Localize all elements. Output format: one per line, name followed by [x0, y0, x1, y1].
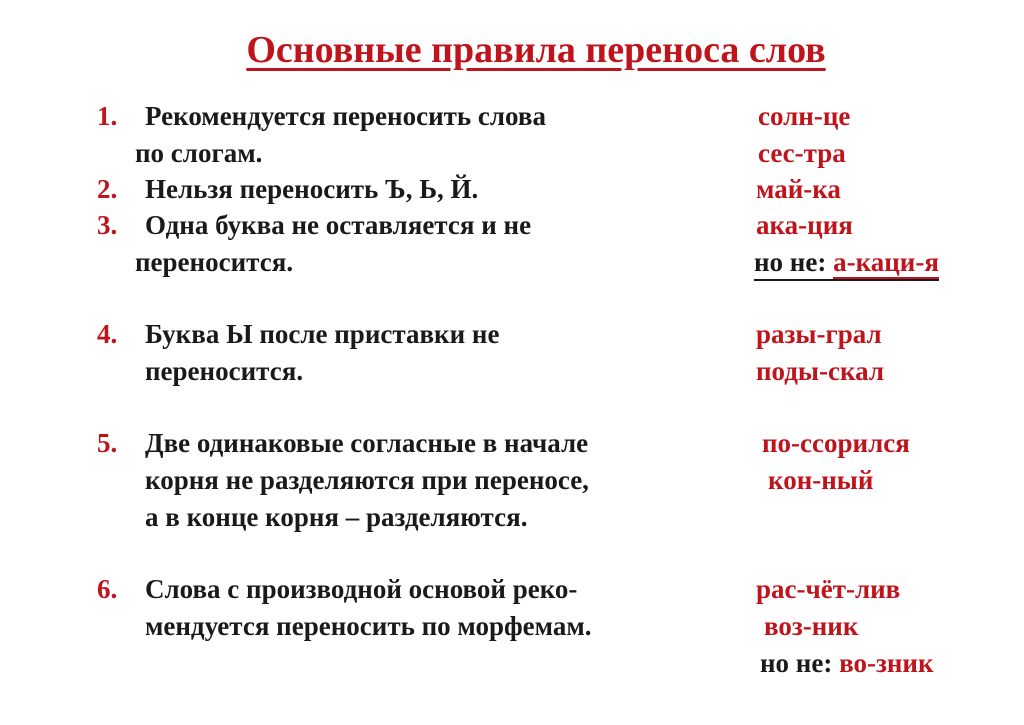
- rule-4-line-1: Буква Ы после приставки не: [145, 319, 500, 349]
- rule-1-example-1: солн-це: [758, 101, 851, 131]
- rule-5-example-2: кон-ный: [768, 465, 874, 495]
- rule-2-number: 2.: [97, 174, 118, 204]
- rule-5-example-1: по-ссорился: [762, 428, 910, 458]
- rule-3-example-1: ака-ция: [756, 210, 853, 240]
- rule-1-line-1: Рекомендуется переносить слова: [145, 101, 546, 131]
- rule-6-line-1: Слова с производной основой реко-: [145, 574, 578, 604]
- rule-4-number: 4.: [97, 319, 118, 349]
- rule-4-line-2: переносится.: [145, 356, 304, 386]
- rule-1-line-2: по слогам.: [135, 138, 263, 168]
- rule-4-example-2: поды-скал: [756, 356, 885, 386]
- rule-3-number: 3.: [97, 210, 118, 240]
- page-title: Основные правила переноса слов: [246, 29, 826, 71]
- rule-6-number: 6.: [97, 574, 118, 604]
- rule-1-number: 1.: [97, 101, 118, 131]
- rule-5-line-1: Две одинаковые согласные в начале: [145, 428, 589, 458]
- rule-6-example-2: воз-ник: [764, 611, 859, 641]
- rule-3-counterexample: [754, 246, 939, 281]
- rule-3-counter-prefix: но не:: [754, 247, 834, 277]
- rule-3-counter-word: а-каци-я: [833, 247, 939, 277]
- rule-6-line-2: мендуется переносить по морфемам.: [145, 611, 592, 641]
- rule-6-counterexample: [760, 647, 934, 679]
- rule-2-example-1: май-ка: [756, 174, 841, 204]
- rule-3-line-1: Одна буква не оставляется и не: [145, 210, 532, 240]
- rule-6-counter-word: во-зник: [839, 648, 934, 678]
- rule-1-example-2: сес-тра: [758, 138, 846, 168]
- rule-6-example-1: рас-чёт-лив: [756, 574, 901, 604]
- rule-3-line-2: переносится.: [135, 247, 294, 277]
- rule-4-example-1: разы-грал: [756, 319, 882, 349]
- rule-5-line-2: корня не разделяются при переносе,: [145, 465, 589, 495]
- rule-6-counter-prefix: но не:: [760, 648, 840, 678]
- rule-2-line-1: Нельзя переносить Ъ, Ь, Й.: [145, 174, 479, 204]
- rule-5-number: 5.: [97, 428, 118, 458]
- rule-5-line-3: а в конце корня – разделяются.: [145, 502, 528, 532]
